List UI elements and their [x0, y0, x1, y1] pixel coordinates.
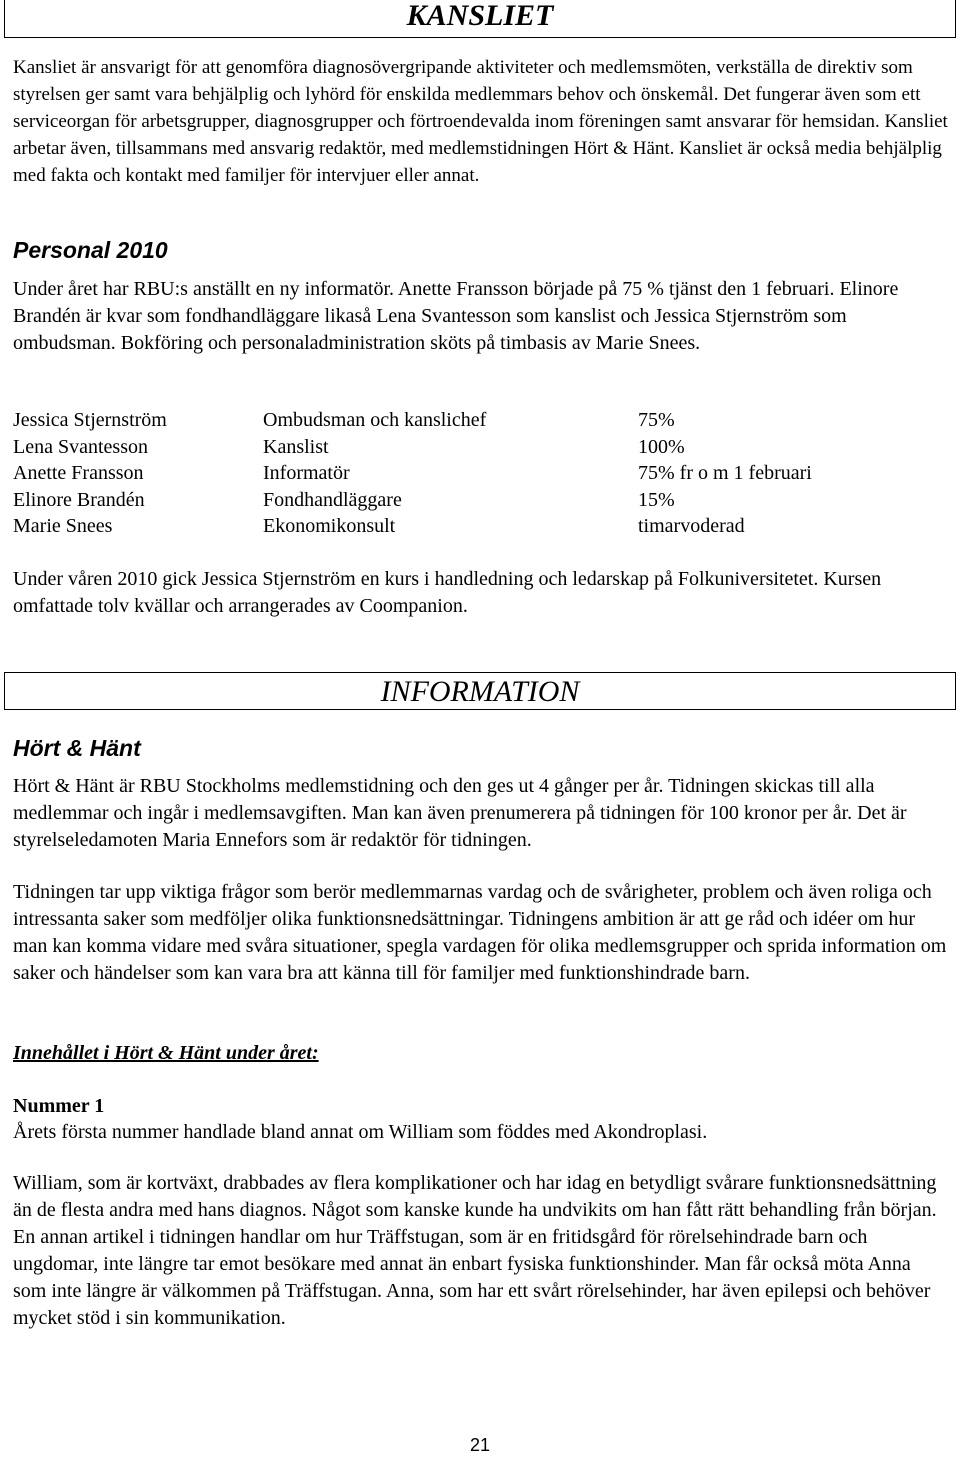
- staff-row: [13, 513, 948, 540]
- staff-role: Informatör: [263, 462, 350, 484]
- staff-row: [13, 407, 948, 434]
- staff-name: Elinore Brandén: [13, 488, 145, 511]
- information-title: INFORMATION: [380, 675, 580, 708]
- content-heading: Innehållet i Hört & Hänt under året:: [13, 1042, 319, 1064]
- staff-extent: 75%: [638, 409, 675, 431]
- staff-name: Anette Fransson: [13, 462, 144, 484]
- issue-1-paragraph-2: William, som är kortväxt, drabbades av flera komplikationer och har idag en betydligt svårare funktionsnedsättning än de flesta andra med hans diagnos. Något som kanske kunde ha undvikits om han fått rätt behandling från början. En annan artikel i tidningen handlar om hur Träffstugan, som är en fritidsgård för rörelsehindrade barn och ungdomar, inte längre tar emot besökare med annat än enbart fysiska funktionshinder. Man får också möta Anna som inte längre är välkommen på Träffstugan. Anna, som har ett svårt rörelsehinder, har även epilepsi och behöver mycket stöd i sin kommunikation.: [13, 1172, 937, 1329]
- hort-hant-paragraph-1: Hört & Hänt är RBU Stockholms medlemstidning och den ges ut 4 gånger per år. Tidningen skickas till alla medlemmar och ingår i medlemsavgiften. Man kan även prenumerera på tidningen för 100 kronor per år. Det är styrelseledamoten Maria Ennefors som är redaktör för tidningen.: [13, 775, 907, 851]
- personal-text: Under året har RBU:s anställt en ny informatör. Anette Fransson började på 75 % tjänst den 1 februari. Elinore Brandén är kvar som fondhandläggare likaså Lena Svantesson som kanslist och Jessica Stjernström som ombudsman. Bokföring och personaladministration sköts på timbasis av Marie Snees.: [13, 278, 899, 354]
- staff-extent: 15%: [638, 488, 675, 511]
- staff-role: Ombudsman och kanslichef: [263, 409, 487, 431]
- staff-role: Ekonomikonsult: [263, 515, 396, 537]
- staff-extent: timarvoderad: [638, 515, 745, 537]
- staff-row: [13, 460, 948, 487]
- staff-role: Fondhandläggare: [263, 488, 402, 511]
- kansliet-intro: Kansliet är ansvarigt för att genomföra diagnosövergripande aktiviteter och medlemsmöten, verkställa de direktiv som styrelsen ger samt vara behjälplig och lyhörd för enskilda medlemmars behov och önskemål. Det fungerar även som ett serviceorgan för arbetsgrupper, diagnosgrupper och förtroendevalda inom föreningen samt ansvarar för hemsidan. Kansliet arbetar även, tillsammans med ansvarig redaktör, med medlemstidningen Hört & Hänt. Kansliet är också media behjälplig med fakta och kontakt med familjer för intervjuer eller annat.: [13, 57, 948, 186]
- staff-row: [13, 434, 948, 461]
- kansliet-title: KANSLIET: [406, 0, 554, 32]
- kansliet-banner: [4, 0, 956, 38]
- staff-name: Jessica Stjernström: [13, 409, 167, 431]
- staff-name: Lena Svantesson: [13, 435, 148, 458]
- hort-hant-heading: Hört & Hänt: [13, 735, 141, 761]
- course-text: Under våren 2010 gick Jessica Stjernström en kurs i handledning och ledarskap på Folkuniversitetet. Kursen omfattade tolv kvällar och arrangerades av Coompanion.: [13, 568, 882, 617]
- issue-1-paragraph-1: Årets första nummer handlade bland annat om William som föddes med Akondroplasi.: [13, 1121, 708, 1143]
- information-banner: [4, 672, 956, 710]
- staff-table: [13, 407, 948, 540]
- staff-extent: 100%: [638, 435, 685, 458]
- page-number: 21: [469, 1435, 491, 1455]
- staff-role: Kanslist: [263, 435, 329, 458]
- staff-row: [13, 487, 948, 514]
- hort-hant-paragraph-2: Tidningen tar upp viktiga frågor som berör medlemmarnas vardag och de svårigheter, problem och även roliga och intressanta saker som medföljer olika funktionsnedsättningar. Tidningens ambition är att ge råd och idéer om hur man kan komma vidare med svåra situationer, spegla vardagen för olika medlemsgrupper och sprida information om saker och händelser som kan vara bra att känna till för familjer med funktionshindrade barn.: [13, 881, 947, 984]
- personal-heading: Personal 2010: [13, 237, 168, 263]
- staff-name: Marie Snees: [13, 515, 113, 537]
- staff-extent: 75% fr o m 1 februari: [638, 462, 812, 484]
- issue-1-heading: Nummer 1: [13, 1095, 105, 1117]
